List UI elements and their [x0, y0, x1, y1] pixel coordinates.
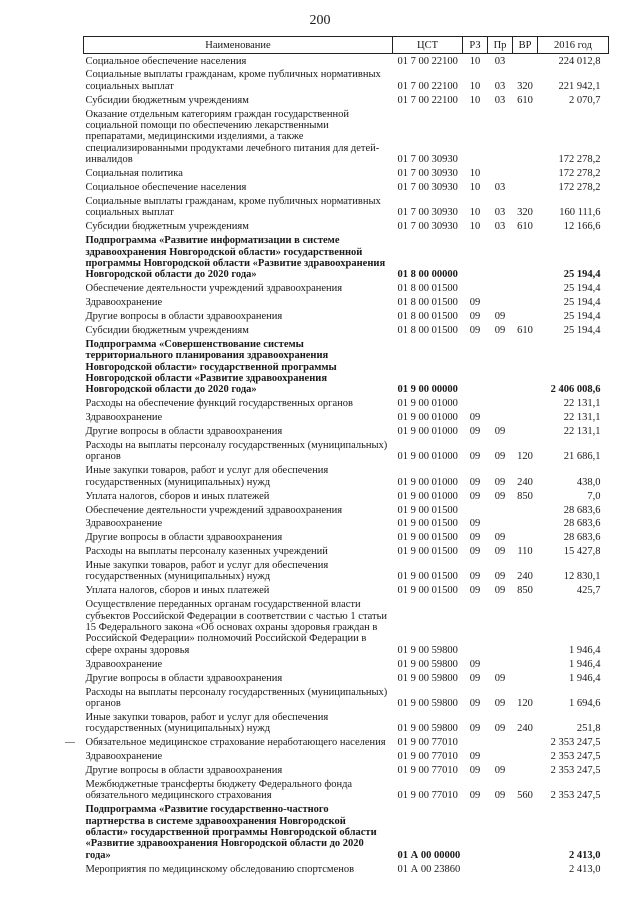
cell-rz: 09 — [469, 764, 481, 776]
cell-pr — [488, 107, 513, 167]
cell-pr: 09 — [494, 790, 506, 802]
cell-name: Другие вопросы в области здравоохранения — [85, 672, 283, 684]
cell-pr: 09 — [494, 723, 506, 735]
cell-name: Подпрограмма «Развитие информатизации в системе здравоохранения Новгородской области» государственной программы Новгородской области «Развитие здравоохранения Новгородской области до 2020 года» — [85, 235, 386, 281]
cell-vr — [513, 397, 538, 411]
cell-cst: 01 9 00 01500 — [397, 571, 458, 583]
cell-sum: 1 946,4 — [569, 644, 601, 656]
cell-name: Уплата налогов, сборов и иных платежей — [85, 490, 270, 502]
cell-rz — [463, 803, 488, 863]
cell-vr: 850 — [517, 585, 533, 597]
cell-pr: 09 — [494, 672, 506, 684]
cell-rz: 09 — [469, 546, 481, 558]
cell-name: Другие вопросы в области здравоохранения — [85, 764, 283, 776]
cell-pr: 03 — [494, 182, 506, 194]
cell-sum: 22 131,1 — [563, 398, 601, 410]
cell-pr: 03 — [494, 80, 506, 92]
cell-cst: 01 9 00 01500 — [397, 585, 458, 597]
cell-sum: 22 131,1 — [563, 426, 601, 438]
cell-vr: 240 — [517, 723, 533, 735]
cell-name: Оказание отдельным категориям граждан государственной социальной помощи по обеспечению лекарственными препаратами, медицинскими изделиями, а также специализированными продуктами лечебного питания для детей-инвалидов — [85, 108, 380, 166]
cell-rz: 09 — [469, 790, 481, 802]
cell-vr — [513, 517, 538, 531]
cell-name: Социальное обеспечение населения — [85, 55, 247, 67]
cell-rz: 09 — [469, 490, 481, 502]
page-number: 200 — [309, 13, 331, 28]
cell-name: Иные закупки товаров, работ и услуг для обеспечения государственных (муниципальных) нужд — [85, 465, 329, 488]
cell-cst: 01 9 00 00000 — [397, 384, 458, 396]
cell-name: Социальные выплаты гражданам, кроме публичных нормативных социальных выплат — [85, 69, 381, 92]
cell-sum: 172 278,2 — [558, 168, 601, 180]
cell-name: Подпрограмма «Развитие государственно-частного партнерства в системе здравоохранения Новгородской области» государственной программы Новгородской области «Развитие здравоохранения Новгородской области до 2020 года» — [85, 804, 377, 861]
table-row — [84, 584, 609, 598]
cell-pr: 03 — [494, 207, 506, 219]
cell-sum: 2 413,0 — [569, 863, 601, 875]
cell-sum: 1 694,6 — [569, 697, 601, 709]
cell-cst: 01 9 00 01000 — [397, 451, 458, 463]
cell-pr — [488, 282, 513, 296]
cell-vr — [513, 54, 538, 68]
table-row — [84, 54, 609, 68]
cell-rz — [463, 282, 488, 296]
cell-name: Расходы на обеспечение функций государственных органов — [85, 398, 353, 410]
cell-name: Обязательное медицинское страхование неработающего населения — [85, 737, 386, 749]
cell-cst: 01 9 00 59800 — [397, 697, 458, 709]
cell-name: Уплата налогов, сборов и иных платежей — [85, 585, 270, 597]
cell-sum: 22 131,1 — [563, 412, 601, 424]
cell-vr: 240 — [517, 476, 533, 488]
table-row — [84, 862, 609, 876]
cell-pr: 09 — [494, 490, 506, 502]
table-row — [84, 503, 609, 517]
cell-vr: 610 — [517, 221, 533, 233]
cell-cst: 01 7 00 22100 — [397, 80, 458, 92]
cell-vr — [513, 657, 538, 671]
cell-pr — [488, 503, 513, 517]
table-body — [84, 54, 609, 876]
cell-rz — [463, 107, 488, 167]
cell-rz: 09 — [469, 658, 481, 670]
table-row — [84, 558, 609, 583]
cell-rz: 09 — [469, 412, 481, 424]
cell-sum: 28 683,6 — [563, 518, 601, 530]
cell-pr — [488, 517, 513, 531]
cell-rz: 10 — [469, 221, 481, 233]
cell-sum: 2 353 247,5 — [550, 737, 601, 749]
cell-pr — [488, 657, 513, 671]
cell-rz: 10 — [469, 55, 481, 67]
cell-pr: 09 — [494, 585, 506, 597]
cell-vr: 850 — [517, 490, 533, 502]
cell-vr — [513, 425, 538, 439]
cell-cst: 01 9 00 77010 — [397, 764, 458, 776]
table-row — [84, 736, 609, 750]
cell-rz — [463, 234, 488, 282]
cell-rz — [463, 862, 488, 876]
cell-sum: 15 427,8 — [563, 546, 601, 558]
budget-table — [83, 36, 609, 876]
table-row — [84, 438, 609, 463]
cell-sum: 25 194,4 — [563, 311, 601, 323]
table-row — [84, 234, 609, 282]
cell-pr: 09 — [494, 532, 506, 544]
cell-rz — [463, 397, 488, 411]
cell-pr: 09 — [494, 324, 506, 336]
cell-name: Обеспечение деятельности учреждений здравоохранения — [85, 504, 343, 516]
cell-cst: 01 8 00 01500 — [397, 311, 458, 323]
cell-sum: 221 942,1 — [558, 80, 601, 92]
cell-rz: 09 — [469, 518, 481, 530]
cell-pr — [488, 862, 513, 876]
cell-rz — [463, 337, 488, 397]
cell-name: Субсидии бюджетным учреждениям — [85, 94, 249, 106]
cell-sum: 172 278,2 — [558, 154, 601, 166]
table-row — [84, 411, 609, 425]
cell-vr — [513, 309, 538, 323]
cell-name: Межбюджетные трансферты бюджету Федерального фонда обязательного медицинского страхования — [85, 778, 353, 802]
cell-sum: 1 946,4 — [569, 658, 601, 670]
table-row — [84, 464, 609, 489]
cell-cst: 01 8 00 00000 — [397, 269, 458, 281]
cell-pr: 03 — [494, 221, 506, 233]
cell-cst: 01 9 00 01000 — [397, 412, 458, 424]
cell-name: Здравоохранение — [85, 412, 163, 424]
table-row — [84, 531, 609, 545]
cell-vr: 120 — [517, 697, 533, 709]
cell-name: Здравоохранение — [85, 518, 163, 530]
cell-cst: 01 9 00 01000 — [397, 490, 458, 502]
table-row — [84, 517, 609, 531]
cell-cst: 01 7 00 22100 — [397, 94, 458, 106]
cell-vr: 610 — [517, 94, 533, 106]
cell-name: Субсидии бюджетным учреждениям — [85, 324, 249, 336]
cell-name: Социальные выплаты гражданам, кроме публичных нормативных социальных выплат — [85, 195, 381, 219]
cell-cst: 01 9 00 01500 — [397, 504, 458, 516]
cell-rz: 10 — [469, 168, 481, 180]
cell-rz: 09 — [469, 532, 481, 544]
cell-vr — [513, 107, 538, 167]
cell-pr — [488, 234, 513, 282]
cell-rz: 10 — [469, 80, 481, 92]
cell-name: Расходы на выплаты персоналу государственных (муниципальных) органов — [85, 440, 388, 463]
cell-cst: 01 8 00 01500 — [397, 324, 458, 336]
header-rz: РЗ — [463, 37, 488, 54]
table-row — [84, 93, 609, 107]
cell-rz: 10 — [469, 182, 481, 194]
cell-sum: 425,7 — [576, 585, 601, 597]
cell-vr: 320 — [517, 207, 533, 219]
cell-vr: 610 — [517, 324, 533, 336]
cell-cst: 01 9 00 59800 — [397, 672, 458, 684]
cell-sum: 2 070,7 — [569, 94, 601, 106]
cell-cst: 01 7 00 30930 — [397, 221, 458, 233]
cell-vr — [513, 411, 538, 425]
cell-vr — [513, 282, 538, 296]
cell-sum: 12 166,6 — [563, 221, 601, 233]
cell-vr: 560 — [517, 790, 533, 802]
cell-name: Обеспечение деятельности учреждений здравоохранения — [85, 283, 343, 295]
cell-cst: 01 7 00 30930 — [397, 168, 458, 180]
cell-vr — [513, 234, 538, 282]
cell-cst: 01 9 00 01500 — [397, 546, 458, 558]
table-row — [84, 749, 609, 763]
cell-cst: 01 7 00 22100 — [397, 55, 458, 67]
table-header — [84, 37, 609, 54]
cell-cst: 01 9 00 59800 — [397, 658, 458, 670]
cell-cst: 01 9 00 77010 — [397, 790, 458, 802]
cell-pr: 09 — [494, 697, 506, 709]
cell-cst: 01 9 00 01000 — [397, 398, 458, 410]
cell-name: Другие вопросы в области здравоохранения — [85, 311, 283, 323]
cell-sum: 25 194,4 — [563, 283, 601, 295]
table-row — [84, 282, 609, 296]
header-cst: ЦСТ — [393, 37, 463, 54]
table-row — [84, 296, 609, 310]
header-pr: Пр — [488, 37, 513, 54]
table-row — [84, 220, 609, 234]
table-row — [84, 545, 609, 559]
cell-vr — [513, 337, 538, 397]
cell-rz: 09 — [469, 571, 481, 583]
table-row — [84, 323, 609, 337]
table-row — [84, 685, 609, 710]
cell-vr — [513, 862, 538, 876]
table-row — [84, 598, 609, 658]
header-vr: ВР — [513, 37, 538, 54]
cell-rz: 09 — [469, 672, 481, 684]
cell-rz: 10 — [469, 207, 481, 219]
cell-rz: 09 — [469, 297, 481, 309]
table-row — [84, 337, 609, 397]
header-sum: 2016 год — [538, 37, 609, 54]
table-row — [84, 489, 609, 503]
cell-cst: 01 9 00 59800 — [397, 644, 458, 656]
header-name: Наименование — [84, 37, 393, 54]
cell-name: Другие вопросы в области здравоохранения — [85, 532, 283, 544]
cell-sum: 2 353 247,5 — [550, 751, 601, 763]
cell-vr: 110 — [517, 546, 533, 558]
table-row — [84, 309, 609, 323]
cell-name: Расходы на выплаты персоналу государственных (муниципальных) органов — [85, 686, 388, 709]
cell-name: Здравоохранение — [85, 751, 163, 763]
cell-cst: 01 7 00 30930 — [397, 207, 458, 219]
cell-cst: 01 9 00 59800 — [397, 723, 458, 735]
cell-pr — [488, 736, 513, 750]
cell-vr: 240 — [517, 571, 533, 583]
cell-vr: 320 — [517, 80, 533, 92]
cell-name: Осуществление переданных органам государственной власти субъектов Российской Федерации в соответствии с частью 1 статьи 15 Федерального закона «Об основах охраны здоровья граждан в Российской Федерации» полномочий Российской Федерации в сфере охраны здоровья — [85, 599, 388, 656]
cell-cst: 01 7 00 30930 — [397, 154, 458, 166]
cell-sum: 28 683,6 — [563, 504, 601, 516]
cell-sum: 251,8 — [576, 723, 601, 735]
cell-name: Мероприятия по медицинскому обследованию спортсменов — [85, 863, 355, 875]
table-row — [84, 167, 609, 181]
cell-pr — [488, 296, 513, 310]
table-row — [84, 425, 609, 439]
cell-rz: 09 — [469, 723, 481, 735]
cell-name: Здравоохранение — [85, 658, 163, 670]
cell-name: Социальное обеспечение населения — [85, 182, 247, 194]
table-row — [84, 763, 609, 777]
cell-rz: 09 — [469, 426, 481, 438]
table-row — [84, 68, 609, 93]
cell-sum: 224 012,8 — [558, 55, 601, 67]
cell-rz — [463, 736, 488, 750]
cell-pr: 09 — [494, 426, 506, 438]
cell-sum: 28 683,6 — [563, 532, 601, 544]
cell-sum: 25 194,4 — [563, 297, 601, 309]
cell-rz: 09 — [469, 751, 481, 763]
cell-pr — [488, 411, 513, 425]
cell-vr — [513, 803, 538, 863]
cell-name: Социальная политика — [85, 168, 183, 180]
cell-cst: 01 9 00 01000 — [397, 426, 458, 438]
cell-sum: 2 353 247,5 — [550, 764, 601, 776]
cell-sum: 21 686,1 — [563, 451, 601, 463]
cell-pr: 03 — [494, 94, 506, 106]
cell-name: Субсидии бюджетным учреждениям — [85, 221, 249, 233]
cell-cst: 01 А 00 23860 — [397, 863, 461, 875]
cell-cst: 01 7 00 30930 — [397, 182, 458, 194]
cell-pr: 09 — [494, 764, 506, 776]
cell-vr — [513, 749, 538, 763]
cell-vr — [513, 531, 538, 545]
cell-sum: 7,0 — [587, 490, 601, 502]
cell-cst: 01 8 00 01500 — [397, 283, 458, 295]
cell-cst: 01 9 00 01500 — [397, 518, 458, 530]
table-row — [84, 397, 609, 411]
cell-name: Другие вопросы в области здравоохранения — [85, 426, 283, 438]
cell-name: Расходы на выплаты персоналу казенных учреждений — [85, 546, 328, 558]
cell-pr — [488, 167, 513, 181]
cell-sum: 1 946,4 — [569, 672, 601, 684]
cell-rz: 09 — [469, 324, 481, 336]
cell-vr — [513, 167, 538, 181]
cell-pr: 09 — [494, 311, 506, 323]
cell-sum: 172 278,2 — [558, 182, 601, 194]
table-row — [84, 777, 609, 802]
cell-pr: 09 — [494, 546, 506, 558]
cell-pr: 09 — [494, 571, 506, 583]
cell-vr — [513, 598, 538, 658]
table-row — [84, 710, 609, 735]
cell-name: Здравоохранение — [85, 297, 163, 309]
margin-mark — [65, 742, 75, 743]
cell-vr: 120 — [517, 451, 533, 463]
table-row — [84, 671, 609, 685]
cell-sum: 2 413,0 — [569, 849, 601, 861]
cell-pr — [488, 749, 513, 763]
table-row — [84, 657, 609, 671]
table-row — [84, 194, 609, 219]
cell-name: Иные закупки товаров, работ и услуг для обеспечения государственных (муниципальных) нужд — [85, 711, 329, 735]
cell-name: Подпрограмма «Совершенствование системы территориального планирования здравоохранения Новгородской области» государственной программы Новгородской области «Развитие здравоохранения Новгородской области до 2020 года» — [85, 338, 337, 396]
table-row — [84, 180, 609, 194]
table-row — [84, 107, 609, 167]
cell-sum: 438,0 — [576, 476, 601, 488]
cell-rz: 09 — [469, 311, 481, 323]
cell-name: Иные закупки товаров, работ и услуг для обеспечения государственных (муниципальных) нужд — [85, 560, 329, 583]
cell-pr — [488, 337, 513, 397]
cell-sum: 12 830,1 — [563, 571, 601, 583]
cell-vr — [513, 180, 538, 194]
cell-vr — [513, 503, 538, 517]
cell-pr — [488, 598, 513, 658]
cell-sum: 25 194,4 — [563, 324, 601, 336]
cell-vr — [513, 763, 538, 777]
cell-sum: 160 111,6 — [559, 207, 601, 219]
cell-cst: 01 А 00 00000 — [397, 849, 461, 861]
cell-vr — [513, 736, 538, 750]
cell-rz: 10 — [469, 94, 481, 106]
cell-rz — [463, 503, 488, 517]
cell-cst: 01 9 00 01000 — [397, 476, 458, 488]
cell-pr — [488, 803, 513, 863]
cell-rz: 09 — [469, 585, 481, 597]
cell-cst: 01 9 00 01500 — [397, 532, 458, 544]
cell-cst: 01 9 00 77010 — [397, 737, 458, 749]
cell-vr — [513, 296, 538, 310]
table-row — [84, 803, 609, 863]
cell-vr — [513, 671, 538, 685]
cell-pr: 03 — [494, 55, 506, 67]
cell-rz: 09 — [469, 476, 481, 488]
cell-sum: 2 406 008,6 — [550, 384, 601, 396]
cell-cst: 01 9 00 77010 — [397, 751, 458, 763]
cell-cst: 01 8 00 01500 — [397, 297, 458, 309]
cell-sum: 25 194,4 — [563, 269, 601, 281]
cell-pr — [488, 397, 513, 411]
cell-rz: 09 — [469, 697, 481, 709]
cell-rz — [463, 598, 488, 658]
cell-rz: 09 — [469, 451, 481, 463]
cell-pr: 09 — [494, 451, 506, 463]
cell-sum: 2 353 247,5 — [550, 790, 601, 802]
cell-pr: 09 — [494, 476, 506, 488]
